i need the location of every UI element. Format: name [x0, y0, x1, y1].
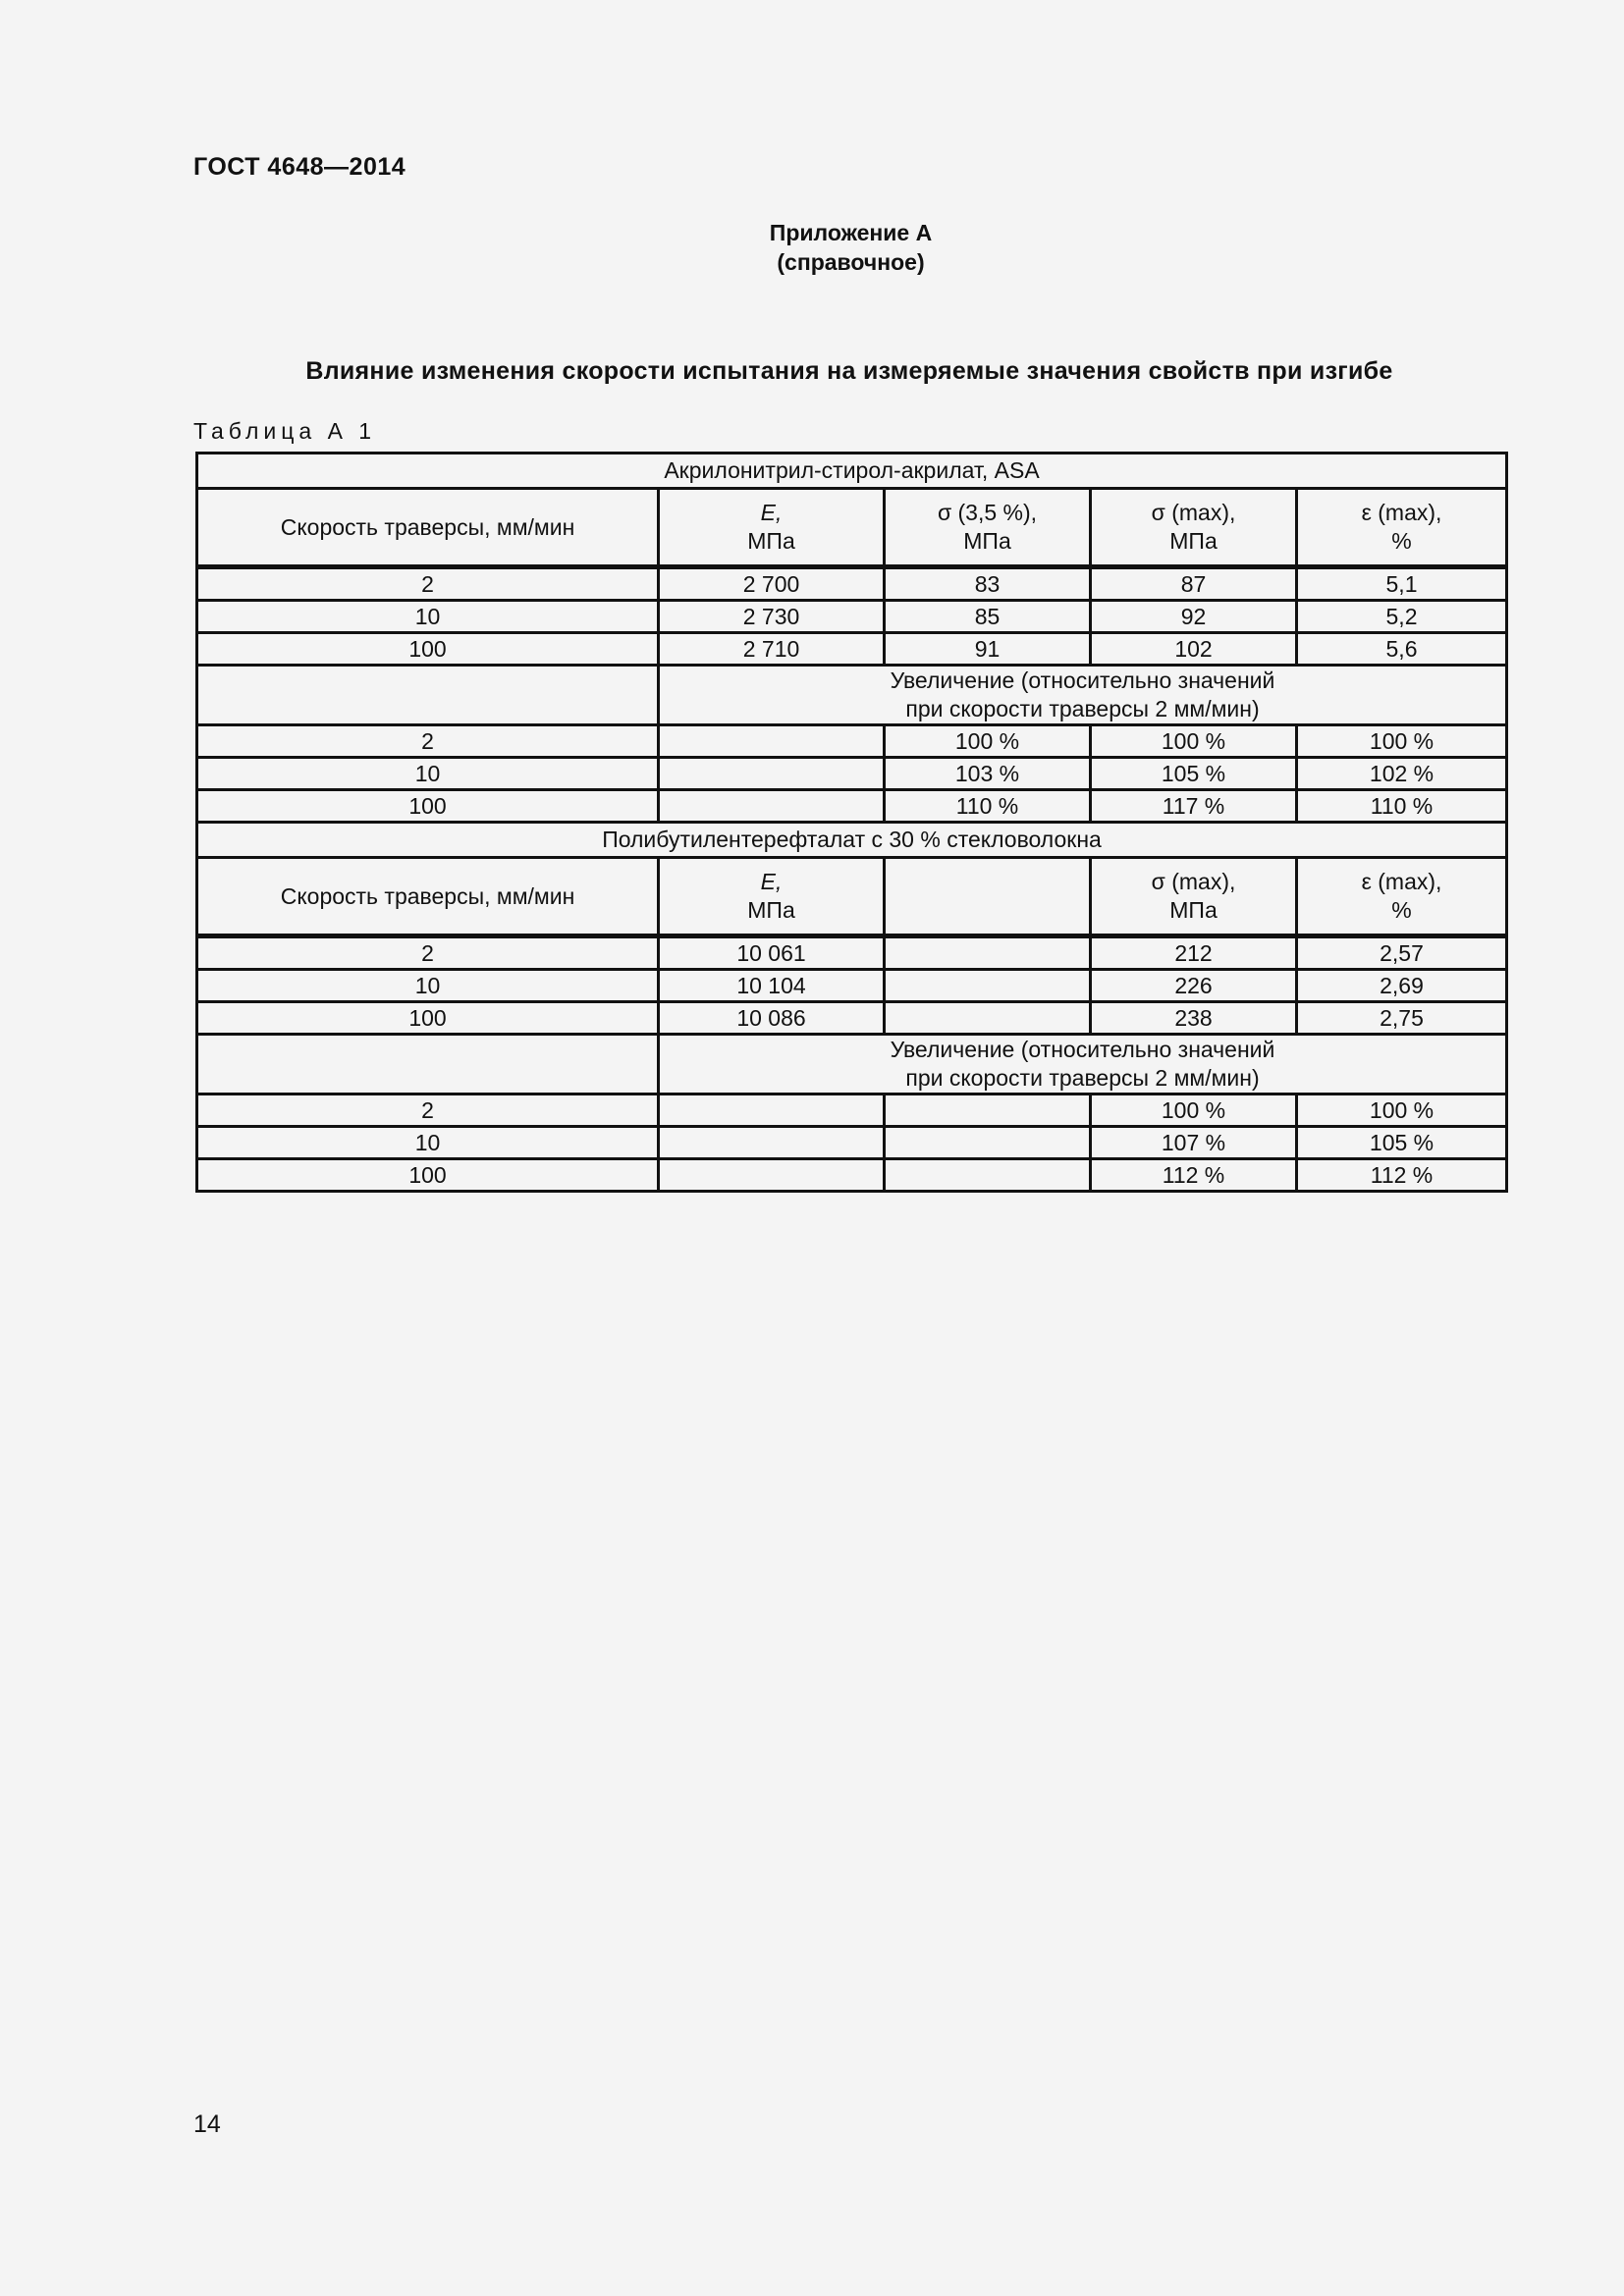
- table-cell: 226: [1091, 970, 1297, 1002]
- table-row: [197, 601, 1507, 633]
- column-header-stress-max: [1091, 858, 1297, 936]
- table-cell: 110 %: [885, 790, 1091, 823]
- header-row-asa: [197, 489, 1507, 567]
- table-cell: 238: [1091, 1002, 1297, 1035]
- table-cell: [885, 1095, 1091, 1127]
- table-cell: 117 %: [1091, 790, 1297, 823]
- table-cell: 103 %: [885, 758, 1091, 790]
- table-cell: 102: [1091, 633, 1297, 666]
- table-cell: 100 %: [885, 725, 1091, 758]
- table-cell: 100: [197, 633, 659, 666]
- table-cell: 5,6: [1297, 633, 1507, 666]
- table-row: [197, 725, 1507, 758]
- table-row: [197, 758, 1507, 790]
- table-cell: [197, 666, 659, 725]
- table-cell: 10 061: [659, 936, 885, 970]
- document-code: ГОСТ 4648—2014: [193, 153, 406, 181]
- header-unit: %: [1391, 897, 1412, 923]
- table-row: [197, 1159, 1507, 1192]
- header-unit: МПа: [1169, 897, 1218, 923]
- table-cell: [885, 936, 1091, 970]
- table-cell: 100: [197, 1002, 659, 1035]
- material-name: Акрилонитрил-стирол-акрилат, ASA: [197, 454, 1507, 489]
- table-cell: 5,2: [1297, 601, 1507, 633]
- column-header-strain-max: [1297, 858, 1507, 936]
- table-cell: 2: [197, 936, 659, 970]
- table-cell: 2: [197, 725, 659, 758]
- header-symbol: ε (max),: [1361, 869, 1442, 894]
- header-unit: МПа: [1169, 528, 1218, 554]
- table-cell: [885, 970, 1091, 1002]
- table-row: [197, 567, 1507, 601]
- header-symbol: σ (max),: [1151, 869, 1236, 894]
- column-header-stress-35: [885, 489, 1091, 567]
- header-symbol: σ (max),: [1151, 500, 1236, 525]
- table-cell: 112 %: [1091, 1159, 1297, 1192]
- table-cell: 100 %: [1091, 1095, 1297, 1127]
- appendix-title: Приложение А: [769, 220, 933, 245]
- table-cell: 2,75: [1297, 1002, 1507, 1035]
- table-row: [197, 1002, 1507, 1035]
- table-cell: 2 730: [659, 601, 885, 633]
- table-cell: [659, 1127, 885, 1159]
- table-cell: [885, 1127, 1091, 1159]
- table-row: [197, 790, 1507, 823]
- header-unit: МПа: [747, 897, 795, 923]
- table-cell: [885, 1159, 1091, 1192]
- table-cell: 91: [885, 633, 1091, 666]
- table-cell: [197, 1035, 659, 1095]
- table-cell: 100 %: [1297, 725, 1507, 758]
- table-cell: 100: [197, 1159, 659, 1192]
- table-cell: 105 %: [1297, 1127, 1507, 1159]
- header-symbol: E,: [760, 500, 783, 525]
- table-cell: 112 %: [1297, 1159, 1507, 1192]
- table-cell: 2 710: [659, 633, 885, 666]
- increase-caption-line: при скорости траверсы 2 мм/мин): [905, 1065, 1260, 1091]
- column-header-modulus: [659, 858, 885, 936]
- table-cell: 2: [197, 567, 659, 601]
- column-header-empty: [885, 858, 1091, 936]
- table-label: Таблица А 1: [193, 418, 377, 444]
- table-cell: 2 700: [659, 567, 885, 601]
- header-row-pbt: [197, 858, 1507, 936]
- table-cell: [659, 725, 885, 758]
- table-cell: 83: [885, 567, 1091, 601]
- appendix-heading: [0, 218, 1624, 277]
- table-cell: 10 086: [659, 1002, 885, 1035]
- increase-caption: [659, 666, 1507, 725]
- table-row: [197, 1127, 1507, 1159]
- flexural-properties-table: [195, 452, 1508, 1193]
- table-cell: 10: [197, 758, 659, 790]
- table-cell: 5,1: [1297, 567, 1507, 601]
- header-unit: МПа: [747, 528, 795, 554]
- column-header-speed: Скорость траверсы, мм/мин: [197, 489, 659, 567]
- table-row: [197, 936, 1507, 970]
- increase-header-row-asa: [197, 666, 1507, 725]
- section-title: Влияние изменения скорости испытания на измеряемые значения свойств при изгибе: [305, 357, 1393, 385]
- increase-caption: [659, 1035, 1507, 1095]
- increase-caption-line: Увеличение (относительно значений: [890, 667, 1275, 693]
- table-cell: [659, 758, 885, 790]
- increase-caption-line: при скорости траверсы 2 мм/мин): [905, 696, 1260, 721]
- table-cell: 107 %: [1091, 1127, 1297, 1159]
- header-symbol: σ (3,5 %),: [937, 500, 1038, 525]
- increase-caption-line: Увеличение (относительно значений: [890, 1037, 1275, 1062]
- table-cell: 100 %: [1091, 725, 1297, 758]
- material-row-pbt: [197, 823, 1507, 858]
- table-cell: 100 %: [1297, 1095, 1507, 1127]
- material-name: Полибутилентерефталат с 30 % стекловолокна: [197, 823, 1507, 858]
- table-cell: 10: [197, 601, 659, 633]
- table-cell: 85: [885, 601, 1091, 633]
- table-cell: 10: [197, 970, 659, 1002]
- table-cell: 105 %: [1091, 758, 1297, 790]
- table-row: [197, 633, 1507, 666]
- table-cell: 2,69: [1297, 970, 1507, 1002]
- table-cell: 92: [1091, 601, 1297, 633]
- increase-header-row-pbt: [197, 1035, 1507, 1095]
- table-row: [197, 970, 1507, 1002]
- header-unit: МПа: [963, 528, 1011, 554]
- table-cell: [659, 790, 885, 823]
- table-cell: [659, 1159, 885, 1192]
- header-symbol: ε (max),: [1361, 500, 1442, 525]
- page-number: 14: [193, 2110, 221, 2138]
- column-header-speed: Скорость траверсы, мм/мин: [197, 858, 659, 936]
- column-header-strain-max: [1297, 489, 1507, 567]
- table-cell: 10: [197, 1127, 659, 1159]
- column-header-modulus: [659, 489, 885, 567]
- table-cell: 2,57: [1297, 936, 1507, 970]
- table-cell: 10 104: [659, 970, 885, 1002]
- column-header-stress-max: [1091, 489, 1297, 567]
- appendix-subtitle: (справочное): [777, 249, 925, 275]
- table-cell: 2: [197, 1095, 659, 1127]
- header-symbol: E,: [760, 869, 783, 894]
- table-cell: 110 %: [1297, 790, 1507, 823]
- table-cell: 100: [197, 790, 659, 823]
- material-row-asa: [197, 454, 1507, 489]
- table-cell: [885, 1002, 1091, 1035]
- table-cell: [659, 1095, 885, 1127]
- header-unit: %: [1391, 528, 1412, 554]
- table-cell: 212: [1091, 936, 1297, 970]
- table-cell: 87: [1091, 567, 1297, 601]
- table-cell: 102 %: [1297, 758, 1507, 790]
- table-row: [197, 1095, 1507, 1127]
